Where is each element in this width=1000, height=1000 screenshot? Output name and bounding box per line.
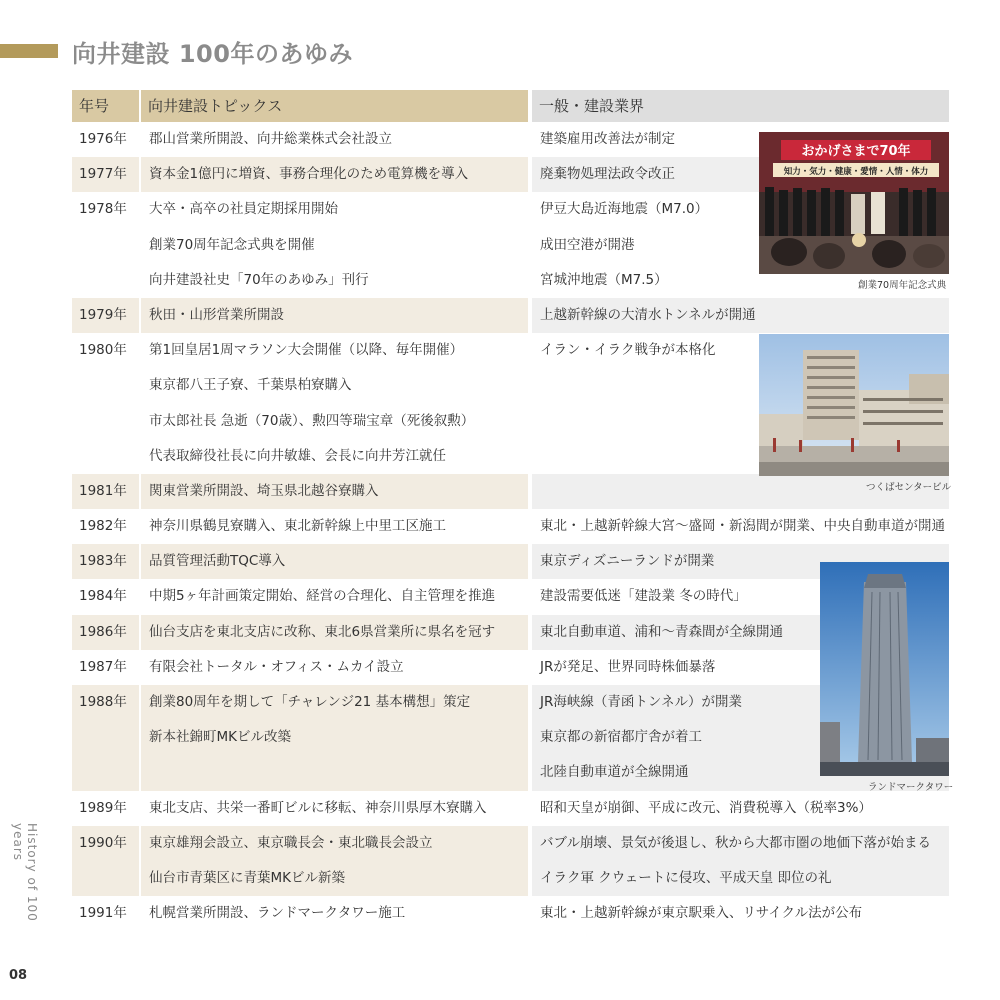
year-cell: 1984年 — [79, 588, 127, 605]
topic-cell: 創業70周年記念式典を開催 — [149, 236, 315, 253]
table-row — [72, 720, 949, 755]
industry-cell: 東京ディズニーランドが開業 — [540, 553, 715, 570]
tower-image — [820, 562, 949, 776]
industry-cell: JRが発足、世界同時株価暴落 — [540, 658, 716, 675]
table-row — [72, 685, 949, 720]
year-cell: 1991年 — [79, 905, 127, 922]
ceremony-image — [759, 132, 949, 274]
side-vertical-text: History of 100 years — [11, 823, 39, 922]
table-group — [72, 544, 949, 579]
industry-cell: 建築雇用改善法が制定 — [540, 131, 675, 147]
page-title: 向井建設 100年のあゆみ — [72, 40, 353, 68]
building-caption: つくばセンタービル — [866, 482, 952, 493]
industry-cell: 上越新幹線の大清水トンネルが開通 — [540, 306, 756, 323]
industry-cell: 昭和天皇が崩御、平成に改元、消費税導入（税率3%） — [540, 799, 872, 816]
table-row — [72, 896, 949, 931]
year-cell: 1989年 — [79, 799, 127, 816]
industry-cell: 東北自動車道、浦和〜青森間が全線開通 — [540, 623, 783, 640]
year-cell: 1981年 — [79, 482, 127, 499]
topic-cell: 有限会社トータル・オフィス・ムカイ設立 — [149, 658, 404, 675]
ceremony-banner: おかげさまで70年 — [801, 144, 911, 159]
tower-photo — [820, 562, 949, 776]
industry-cell: イラク軍 クウェートに侵攻、平成天皇 即位の礼 — [540, 869, 832, 886]
table-row — [72, 826, 949, 861]
header-year: 年号 — [72, 90, 139, 122]
table-row — [72, 755, 949, 790]
year-cell: 1987年 — [79, 658, 127, 675]
table-header — [72, 90, 949, 122]
topic-cell: 神奈川県鶴見寮購入、東北新幹線上中里工区施工 — [149, 518, 446, 535]
ceremony-caption: 創業70周年記念式典 — [858, 280, 947, 291]
topic-cell: 品質管理活動TQC導入 — [149, 553, 286, 570]
table-row — [72, 579, 949, 614]
header-topics: 向井建設トピックス — [141, 90, 528, 122]
year-cell: 1979年 — [79, 306, 127, 323]
table-row — [72, 650, 949, 685]
page-number: 08 — [9, 968, 28, 983]
topic-cell: 向井建設社史「70年のあゆみ」刊行 — [149, 271, 369, 288]
table-group — [72, 298, 949, 333]
industry-cell: 伊豆大島近海地震（M7.0） — [540, 201, 709, 218]
table-row — [72, 861, 949, 896]
topic-cell: 仙台支店を東北支店に改称、東北6県営業所に県名を冠す — [149, 623, 496, 640]
table-group — [72, 791, 949, 826]
topic-cell: 中期5ヶ年計画策定開始、経営の合理化、自主管理を推進 — [149, 588, 496, 605]
year-cell: 1986年 — [79, 623, 127, 640]
year-cell: 1983年 — [79, 553, 127, 570]
topic-cell: 東北支店、共栄一番町ビルに移転、神奈川県厚木寮購入 — [149, 799, 487, 816]
topic-cell: 東京雄翔会設立、東京職長会・東北職長会設立 — [149, 834, 433, 851]
topic-cell: 郡山営業所開設、向井総業株式会社設立 — [149, 131, 392, 147]
topic-cell: 仙台市青葉区に青葉MKビル新築 — [149, 869, 346, 886]
header-industry: 一般・建設業界 — [532, 90, 949, 122]
year-cell: 1977年 — [79, 166, 127, 183]
tower-caption: ランドマークタワー — [868, 782, 954, 793]
industry-cell: 廃棄物処理法政令改正 — [540, 166, 675, 183]
industry-cell: 東京都の新宿都庁舎が着工 — [540, 729, 702, 746]
industry-cell: 東北・上越新幹線が東京駅乗入、リサイクル法が公布 — [540, 905, 863, 922]
title-accent-bar — [0, 44, 58, 58]
year-cell: 1976年 — [79, 131, 127, 147]
table-row — [72, 615, 949, 650]
year-cell: 1988年 — [79, 694, 127, 710]
table-group — [72, 615, 949, 650]
topic-cell: 代表取締役社長に向井敏雄、会長に向井芳江就任 — [149, 447, 446, 464]
table-row — [72, 474, 952, 509]
topic-cell: 市太郎社長 急逝（70歳）、勲四等瑞宝章（死後叙勲） — [149, 412, 475, 429]
industry-cell: 建設需要低迷「建設業 冬の時代」 — [540, 588, 747, 605]
year-cell: 1990年 — [79, 834, 127, 851]
industry-cell: 東北・上越新幹線大宮〜盛岡・新潟間が開業、中央自動車道が開通 — [540, 518, 945, 535]
table-group — [72, 474, 952, 509]
ceremony-photo — [759, 132, 949, 274]
industry-cell: 宮城沖地震（M7.5） — [540, 271, 668, 288]
industry-cell: 北陸自動車道が全線開通 — [540, 764, 689, 781]
table-group — [72, 579, 949, 614]
topic-cell: 関東営業所開設、埼玉県北越谷寮購入 — [149, 482, 379, 499]
topic-cell: 秋田・山形営業所開設 — [149, 306, 284, 323]
industry-cell: バブル崩壊、景気が後退し、秋から大都市圏の地価下落が始まる — [540, 834, 931, 851]
topic-cell: 創業80周年を期して「チャレンジ21 基本構想」策定 — [149, 694, 471, 710]
table-group — [72, 826, 949, 896]
industry-cell: イラン・イラク戦争が本格化 — [540, 342, 716, 359]
table-row — [72, 298, 949, 333]
year-cell: 1980年 — [79, 342, 127, 359]
building-photo — [759, 334, 949, 476]
ceremony-sub-banner: 知力・気力・健康・愛情・人情・体力 — [783, 167, 929, 177]
table-row — [72, 791, 949, 826]
topic-cell: 新本社錦町MKビル改築 — [149, 729, 292, 746]
industry-cell: 成田空港が開港 — [540, 236, 635, 253]
table-group — [72, 650, 949, 685]
topic-cell: 東京都八王子寮、千葉県柏寮購入 — [149, 377, 352, 394]
table-row — [72, 544, 949, 579]
table-row — [72, 509, 949, 544]
industry-cell: JR海峡線（青函トンネル）が開業 — [540, 694, 742, 710]
table-group — [72, 509, 949, 544]
table-group — [72, 685, 949, 791]
topic-cell: 大卒・高卒の社員定期採用開始 — [149, 201, 338, 218]
year-cell: 1978年 — [79, 201, 127, 218]
topic-cell: 資本金1億円に増資、事務合理化のため電算機を導入 — [149, 166, 469, 183]
topic-cell: 第1回皇居1周マラソン大会開催（以降、毎年開催） — [149, 342, 464, 359]
topic-cell: 札幌営業所開設、ランドマークタワー施工 — [149, 905, 406, 922]
year-cell: 1982年 — [79, 518, 127, 535]
table-group — [72, 896, 949, 931]
building-image — [759, 334, 949, 476]
